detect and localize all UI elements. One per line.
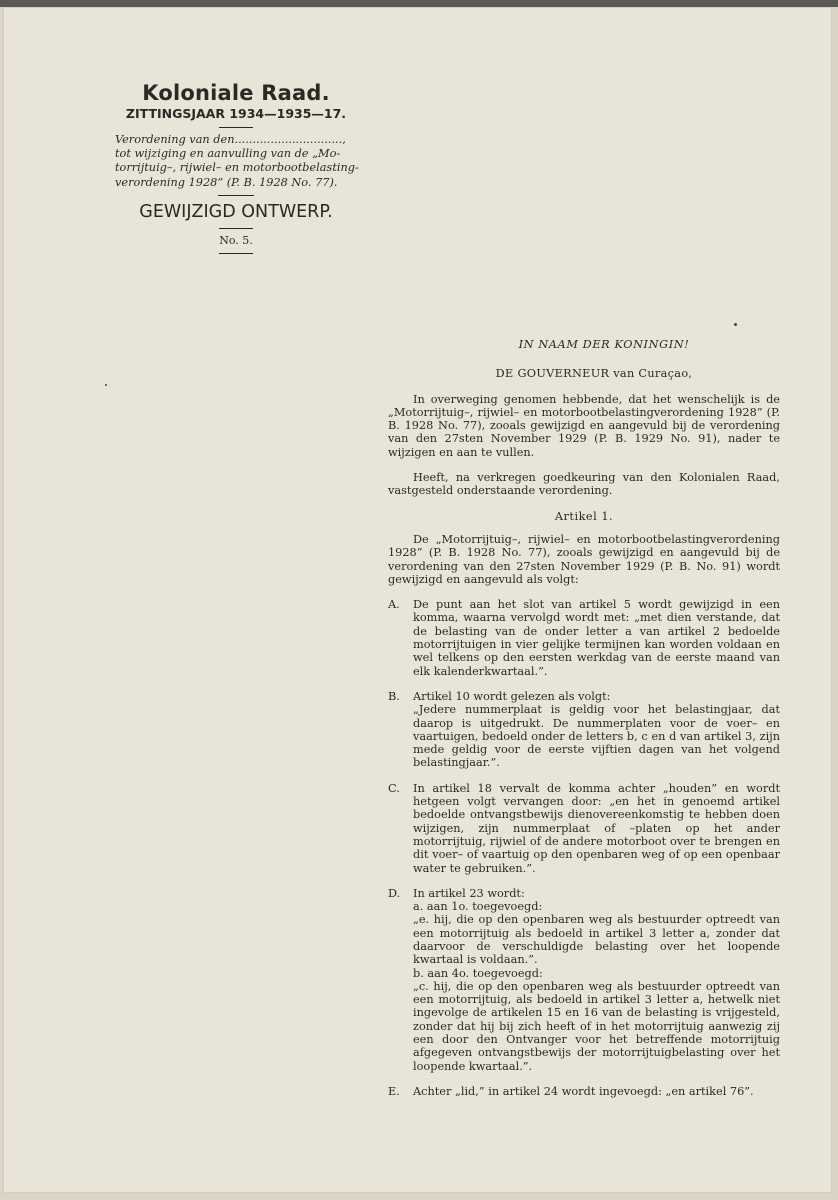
amendment-item bbox=[388, 782, 780, 875]
item-label: D. bbox=[388, 886, 401, 900]
item-label: E. bbox=[388, 1084, 400, 1098]
item-label: A. bbox=[388, 598, 400, 612]
amendment-item bbox=[388, 1085, 780, 1098]
draft-label: GEWIJZIGD ONTWERP. bbox=[139, 201, 333, 222]
divider bbox=[219, 253, 253, 254]
item-text: „Jedere nummerplaat is geldig voor het belastingjaar, dat daarop is uitgedrukt. De nummerplaten voor de voer– en vaartuigen, bedoeld onder de letters b, c en d van artikel 3, zijn mede geldig voor de eerste vijftien dagen van het volgend belastingjaar.”. bbox=[413, 703, 780, 770]
ordinance-body bbox=[388, 338, 780, 1098]
subject-line: torrijtuig–, rijwiel– en motorbootbelasting- bbox=[115, 161, 359, 175]
ordinance-subject bbox=[105, 133, 367, 190]
divider bbox=[218, 195, 254, 196]
considering-paragraph: In overweging genomen hebbende, dat het wenschelijk is de „Motorrijtuig–, rijwiel– en motorbootbelastingverordening 1928” (P. B. 1928 No. 77), zooals gewijzigd en aangevuld bij de verordening van den 27sten November 1929 (P. B. 1929 No. 91), nader te wijzigen en aan te vullen. bbox=[388, 392, 780, 459]
amendment-item bbox=[388, 887, 780, 1073]
invocation: IN NAAM DER KONINGIN! bbox=[518, 338, 690, 351]
speck bbox=[734, 323, 737, 326]
session-year: ZITTINGSJAAR 1934—1935—17. bbox=[125, 106, 347, 121]
item-label: B. bbox=[388, 689, 400, 703]
governor-line: DE GOUVERNEUR van Curaçao, bbox=[495, 367, 693, 381]
subject-line: verordening 1928” (P. B. 1928 No. 77). bbox=[115, 175, 338, 189]
article-intro: De „Motorrijtuig–, rijwiel– en motorbootbelastingverordening 1928” (P. B. 1928 No. 77), zooals gewijzigd en aangevuld bij de verordening van den 27sten November 1929 (P. B. No. 91) wordt gewijzigd en aangevuld als volgt: bbox=[388, 532, 780, 586]
item-label: C. bbox=[388, 781, 400, 795]
amendment-item bbox=[388, 690, 780, 770]
council-title: Koloniale Raad. bbox=[142, 81, 330, 105]
item-intro: Artikel 10 wordt gelezen als volgt: bbox=[413, 689, 611, 703]
subject-line: tot wijziging en aanvulling van de „Mo- bbox=[115, 147, 341, 161]
item-intro: In artikel 23 wordt: bbox=[413, 886, 525, 900]
sub-item-label: a. aan 1o. toegevoegd: bbox=[413, 900, 543, 914]
speck bbox=[105, 384, 107, 386]
sub-item-label: b. aan 4o. toegevoegd: bbox=[413, 966, 543, 980]
divider bbox=[219, 228, 253, 229]
sub-item-text: „c. hij, die op den openbaren weg als bestuurder optreedt van een motorrijtuig, als bedoeld in artikel 3 letter a, hetwelk niet ingevolge de artikelen 15 en 16 van de belasting is vrijgesteld, zonder dat hij bij zich heeft of in het motorrijtuig aanwezig zij een door den Ontvanger voor het betreffende motorrijtuig afgegeven ontvangstbewijs der motorrijtuigbelasting over het loopende kwartaal.”. bbox=[413, 979, 780, 1073]
document-number: No. 5. bbox=[219, 233, 253, 247]
amendment-item bbox=[388, 598, 780, 678]
item-text: In artikel 18 vervalt de komma achter „houden” en wordt hetgeen volgt vervangen door: „en het in genoemd artikel bedoelde ontvangstbewijs dienovereenkomstig te hebben doen wijzigen, zijn nummerplaat of –platen op het ander motorrijtuig, rijwiel of de andere motorboot over te brengen en dit voer– of vaartuig op den openbaren weg of op een openbaar water te gebruiken.”. bbox=[413, 781, 780, 875]
enactment-paragraph: Heeft, na verkregen goedkeuring van den Kolonialen Raad, vastgesteld onderstaande verordening. bbox=[388, 471, 780, 498]
document-header bbox=[105, 80, 367, 259]
sub-item-text: „e. hij, die op den openbaren weg als bestuurder optreedt van een motorrijtuig als bedoeld in artikel 3 letter a, zonder dat daarvoor de verschuldigde belasting over het loopende kwartaal is voldaan.”. bbox=[413, 913, 780, 967]
article-title: Artikel 1. bbox=[554, 509, 614, 523]
top-edge bbox=[0, 0, 838, 7]
subject-line: Verordening van den.............................., bbox=[115, 133, 346, 146]
item-text: De punt aan het slot van artikel 5 wordt gewijzigd in een komma, waarna vervolgd wordt met: „met dien verstande, dat de belasting van de onder letter a van artikel 2 bedoelde motorrijtuigen in vier gelijke termijnen kan worden voldaan en wel telkens op den eersten werkdag van de eerste maand van elk kalenderkwartaal.”. bbox=[413, 598, 780, 678]
item-text: Achter „lid,” in artikel 24 wordt ingevoegd: „en artikel 76”. bbox=[413, 1084, 754, 1098]
divider bbox=[219, 127, 253, 128]
